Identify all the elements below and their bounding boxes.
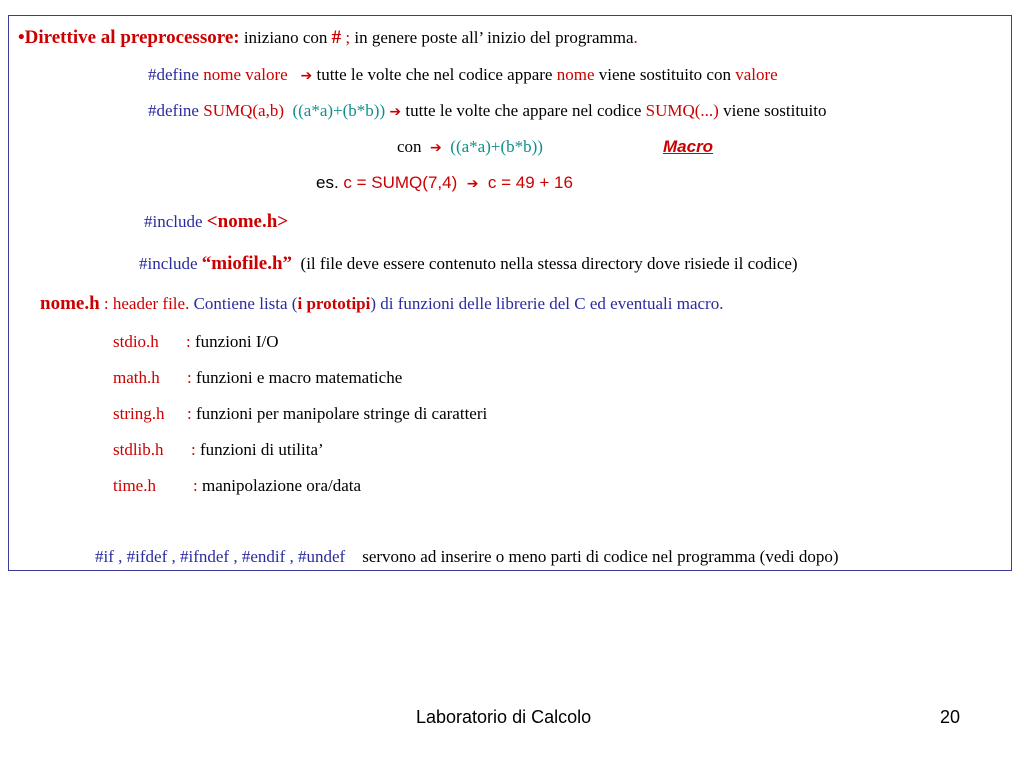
bullet: •: [18, 27, 25, 48]
define-text-2: viene sostituito con: [594, 65, 736, 84]
arrow-right-icon: ➔: [466, 176, 479, 192]
lib-item: [113, 404, 487, 424]
define-keyword-2: #define: [148, 101, 204, 120]
example-expr-1: = SUMQ(7,4): [351, 173, 458, 192]
include-file-2: “miofile.h”: [201, 253, 293, 274]
define-text-1: tutte le volte che nel codice appare: [316, 65, 557, 84]
example-prefix: es.: [316, 173, 344, 192]
conditional-line: [95, 547, 839, 567]
arrow-right-icon: ➔: [300, 68, 313, 84]
intro-d: .: [633, 28, 638, 47]
define-nome: nome: [556, 65, 595, 84]
header-t2: Contiene lista (: [193, 294, 298, 313]
lib-name: stdlib.h: [113, 440, 164, 459]
lib-item: [113, 368, 402, 388]
define2-text-2: viene sostituito: [718, 101, 827, 120]
conditional-desc: servono ad inserire o meno parti di codice nel programma (vedi dopo): [362, 547, 839, 566]
lib-name: stdio.h: [113, 332, 159, 351]
header-name: nome.h: [40, 293, 100, 314]
lib-name: math.h: [113, 368, 160, 387]
lib-colon: :: [186, 332, 191, 351]
lib-colon: :: [191, 440, 196, 459]
include-note: (il file deve essere contenuto nella stessa directory dove risiede il codice): [300, 254, 798, 273]
example-line: [316, 173, 573, 194]
define-line-3: [397, 137, 543, 158]
lib-item: [113, 332, 279, 352]
include-keyword: #include: [144, 212, 207, 231]
define-line-2: [148, 101, 827, 122]
macro-label: Macro: [663, 137, 714, 156]
lib-desc: funzioni per manipolare stringe di caratteri: [195, 404, 488, 423]
example-c-1: c: [343, 173, 352, 192]
lib-desc: funzioni di utilita’: [199, 440, 324, 459]
header-t1: : header file.: [99, 294, 194, 313]
lib-desc: funzioni I/O: [194, 332, 279, 351]
title: Direttive al preprocessore:: [24, 27, 240, 48]
define-name-value: nome valore: [203, 65, 288, 84]
include-line-1: [144, 212, 288, 232]
lib-item: [113, 476, 361, 496]
include-line-2: [139, 254, 798, 274]
footer-course: Laboratorio di Calcolo: [416, 707, 592, 727]
lib-colon: :: [187, 368, 192, 387]
define-valore: valore: [735, 65, 778, 84]
macro-name: SUMQ(a,b): [203, 101, 284, 120]
macro-label-line: [663, 137, 713, 157]
macro-ref: SUMQ(...): [645, 101, 719, 120]
hash-symbol: #: [331, 27, 342, 48]
intro-c: in genere poste all’ inizio del programma: [354, 28, 634, 47]
header-t3: ) di funzioni delle librerie del C ed eventuali macro.: [370, 294, 724, 313]
example-expr-2: = 49 + 16: [496, 173, 573, 192]
page-number: 20: [940, 707, 961, 727]
include-file: <nome.h>: [206, 211, 289, 232]
header-prototypes: i prototipi: [297, 294, 371, 313]
conditional-directives: #if , #ifdef , #ifndef , #endif , #undef: [95, 547, 346, 566]
example-c-2: c: [487, 173, 497, 192]
con-word: con: [397, 137, 422, 156]
macro-body-2: ((a*a)+(b*b)): [450, 137, 543, 156]
define-keyword: #define: [148, 65, 204, 84]
lib-name: string.h: [113, 404, 165, 423]
lib-desc: funzioni e macro matematiche: [195, 368, 403, 387]
define2-text-1: tutte le volte che appare nel codice: [405, 101, 646, 120]
title-line: [18, 28, 638, 48]
lib-desc: manipolazione ora/data: [201, 476, 362, 495]
lib-item: [113, 440, 324, 460]
intro-a: iniziano con: [239, 28, 332, 47]
header-line: [40, 294, 723, 314]
arrow-right-icon: ➔: [389, 104, 402, 120]
arrow-right-icon: ➔: [430, 140, 442, 156]
macro-body: ((a*a)+(b*b)): [292, 101, 386, 120]
lib-name: time.h: [113, 476, 156, 495]
include-keyword-2: #include: [139, 254, 202, 273]
intro-b: ;: [341, 28, 355, 47]
lib-colon: :: [187, 404, 192, 423]
define-line-1: [148, 65, 778, 86]
lib-colon: :: [193, 476, 198, 495]
